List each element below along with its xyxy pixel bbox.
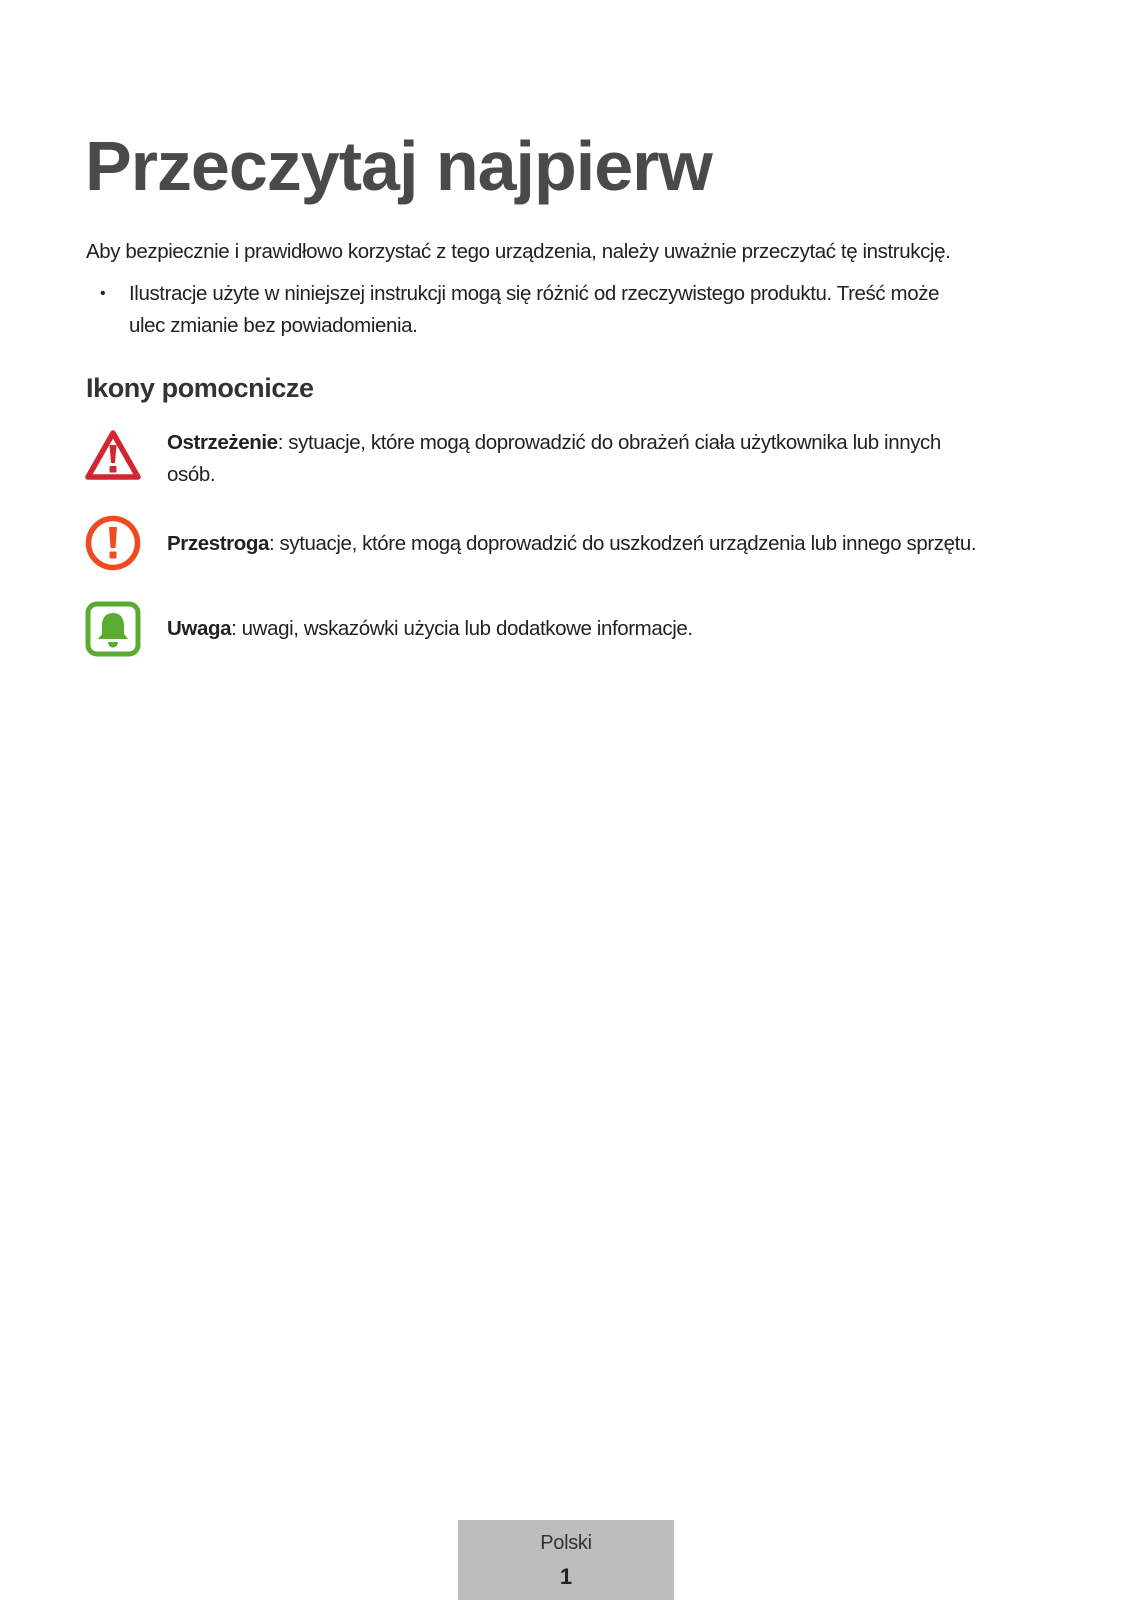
note-description [167,613,1047,645]
bullet-list [86,278,1046,342]
bullet-marker: • [100,285,106,302]
footer-language: Polski [540,1532,592,1554]
caution-term: Przestroga [167,532,269,555]
section-title: Ikony pomocnicze [86,373,314,403]
warning-text-line-1: : sytuacje, które mogą doprowadzić do obrażeń ciała użytkownika lub innych [277,431,941,454]
warning-text-line-2: osób. [167,463,216,486]
warning-triangle-icon [85,429,141,485]
page-number: 1 [559,1564,573,1589]
bullet-item [86,278,1046,342]
page-title: Przeczytaj najpierw [85,127,712,205]
note-text: : uwagi, wskazówki użycia lub dodatkowe informacje. [231,617,693,640]
bullet-line-2: ulec zmianie bez powiadomienia. [129,314,418,337]
intro-paragraph: Aby bezpiecznie i prawidłowo korzystać z tego urządzenia, należy uważnie przeczytać tę instrukcję. [86,240,951,263]
bullet-line-1: Ilustracje użyte w niniejszej instrukcji mogą się różnić od rzeczywistego produktu. Treść może [129,282,940,305]
caution-text: : sytuacje, które mogą doprowadzić do uszkodzeń urządzenia lub innego sprzętu. [268,532,977,555]
caution-description [167,528,1047,560]
page-footer [458,1520,674,1600]
note-term: Uwaga [167,617,232,640]
warning-description [167,427,1047,491]
warning-term: Ostrzeżenie [167,431,278,454]
bell-note-icon [85,601,141,657]
caution-circle-icon [85,515,141,571]
